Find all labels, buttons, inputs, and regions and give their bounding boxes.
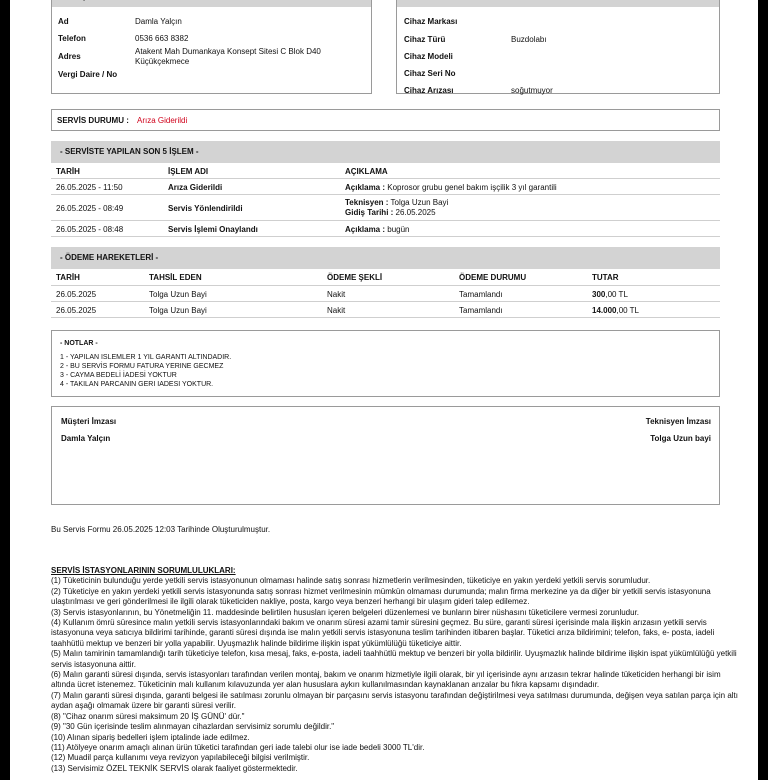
payment-row-date: 26.05.2025 <box>56 306 97 315</box>
operation-desc-value: 26.05.2025 <box>393 208 436 217</box>
payment-amount-rest: ,00 TL <box>605 290 628 299</box>
customer-address-value-line2: Küçükçekmece <box>135 57 190 66</box>
note-item: 2 - BU SERVİS FORMU FATURA YERINE GECMEZ <box>60 363 224 370</box>
device-model-label: Cihaz Modeli <box>404 52 453 61</box>
operation-row-date: 26.05.2025 - 08:48 <box>56 225 124 234</box>
operations-header-desc: AÇIKLAMA <box>345 167 388 176</box>
payment-row-method: Nakit <box>327 290 346 299</box>
divider <box>51 178 720 179</box>
operations-header-name: İŞLEM ADI <box>168 167 209 176</box>
customer-section-title <box>52 0 371 7</box>
responsibility-item: (8) "Cihaz onarım süresi maksimum 20 İŞ GÜNÜ' dür." <box>51 711 245 721</box>
operation-desc-value: Koprosor grubu genel bakım işçilik 3 yıl garantili <box>385 183 557 192</box>
divider <box>51 194 720 195</box>
payment-amount-main: 14.000 <box>592 306 617 315</box>
responsibility-item: (7) Malın garanti süresi dışında, garanti belgesi ile satılması zorunlu olmayan bir parçasını servis istasyonu tarafından değiştirilmesi veya satılması durumunda, değişen veya satılan parça için altı aydan aşağı olmamak üzere bir garanti süresi verilir. <box>51 690 738 711</box>
payment-amount-main: 300 <box>592 290 606 299</box>
payment-row-date: 26.05.2025 <box>56 290 97 299</box>
responsibility-item: (11) Atölyeye onarım amaçlı alınan ürün tüketici tarafından geri iade talebi olur ise iade bedeli 3000 TL'dir. <box>51 742 425 752</box>
payments-header-method: ÖDEME ŞEKLİ <box>327 273 383 282</box>
operation-desc-key: Teknisyen : <box>345 198 389 207</box>
payments-title: - ÖDEME HAREKETLERİ - <box>51 247 720 269</box>
form-created-text: Bu Servis Formu 26.05.2025 12:03 Tarihinde Oluşturulmuştur. <box>51 525 271 534</box>
responsibility-item: (5) Malın tamirinin tamamlandığı tarih tüketiciye telefon, kısa mesaj, faks, e-posta, iadeli taahhütlü mektup ve benzeri bir yolla bildirilir. Uyuşmazlık halinde bildirime ilişkin ispat yükümlülüğü yetkili servis istasyonuna aittir. <box>51 649 737 669</box>
operation-desc-key: Gidiş Tarihi : <box>345 208 394 217</box>
service-status-value: Arıza Giderildi <box>137 116 188 125</box>
customer-phone-label: Telefon <box>58 34 86 43</box>
device-serial-label: Cihaz Seri No <box>404 69 456 78</box>
payments-header-collector: TAHSİL EDEN <box>149 273 202 282</box>
responsibilities-section <box>51 566 743 774</box>
customer-tax-label: Vergi Daire / No <box>58 70 118 79</box>
operation-row-date: 26.05.2025 - 08:49 <box>56 204 124 213</box>
responsibility-item: (6) Malın garanti süresi dışında, servis istasyonları tarafından verilen montaj, bakım ve onarım hizmetiyle ilgili olarak, bir yıl içerisinde aynı arızasın tekrar halinde tüketiciden herhangi bir isim altında ücret istenemez. Tüketicinin malı kullanım kılavuzunda yer alan hususlara aykırı kullanılmasından kaynaklanan arızalar bu fıkra kapsamı dışındadır. <box>51 670 721 690</box>
responsibility-item: (2) Tüketiciye en yakın yerdeki yetkili servis istasyonunda satış sonrası hizmet verilmesinin mümkün olmaması durumunda; malın firma merkezine ya da diğer bir yetkili servis istasyonuna ulaştırılması ve geri gönderilmesi ile ilgili olarak tüketiciden nakliye, posta, kargo veya benzeri herhangi bir ulaşım gideri talep edilemez. <box>51 586 711 607</box>
customer-address-value: Atakent Mah Dumankaya Konsept Sitesi C Blok D40 <box>135 47 321 56</box>
divider <box>51 301 720 302</box>
technician-signature-name: Tolga Uzun bayi <box>650 434 711 443</box>
divider <box>51 220 720 221</box>
service-status-box <box>51 109 720 131</box>
responsibility-item: (13) Servisimiz ÖZEL TEKNİK SERVİS olarak faaliyet göstermektedir. <box>51 763 298 773</box>
payment-row-status: Tamamlandı <box>459 290 503 299</box>
device-fault-label: Cihaz Arızası <box>404 86 454 95</box>
operation-row-desc <box>345 225 410 234</box>
operation-desc-key: Açıklama : <box>345 225 386 234</box>
operation-row-name: Arıza Giderildi <box>168 183 223 192</box>
payment-row-amount <box>592 306 639 315</box>
operation-desc-value: Tolga Uzun Bayi <box>388 198 449 207</box>
device-type-value: Buzdolabı <box>511 35 547 44</box>
service-status-label: SERVİS DURUMU : <box>57 116 129 125</box>
notes-title: - NOTLAR - <box>60 340 98 347</box>
operation-desc-key: Açıklama : <box>345 183 386 192</box>
service-form-page <box>10 0 758 780</box>
responsibility-item: (12) Muadil parça kullanımı veya revizyon yapılabileceği bilgisi verilmiştir. <box>51 753 310 763</box>
operation-row-name: Servis İşlemi Onaylandı <box>168 225 258 234</box>
customer-name-label: Ad <box>58 17 69 26</box>
signature-box <box>51 406 720 505</box>
responsibility-item: (3) Servis istasyonlarının, bu Yönetmeliğin 11. maddesinde belirtilen hususları içeren belgeleri düzenlemesi ve bunların birer nüshasını tüketicilere vermesi zorunludur. <box>51 607 640 617</box>
operations-title: - SERVİSTE YAPILAN SON 5 İŞLEM - <box>51 141 720 163</box>
operation-row-desc <box>345 198 448 218</box>
customer-signature-label: Müşteri İmzası <box>61 417 117 426</box>
device-type-label: Cihaz Türü <box>404 35 446 44</box>
note-item: 1 - YAPILAN ISLEMLER 1 YIL GARANTI ALTINDADIR. <box>60 354 232 361</box>
technician-signature-label: Teknisyen İmzası <box>645 417 711 426</box>
operation-row-name: Servis Yönlendirildi <box>168 204 243 213</box>
divider <box>51 236 720 237</box>
customer-info-box <box>51 0 372 94</box>
device-brand-label: Cihaz Markası <box>404 17 458 26</box>
device-info-box <box>396 0 720 94</box>
payment-row-collector: Tolga Uzun Bayi <box>149 290 207 299</box>
payments-header-amount: TUTAR <box>592 273 619 282</box>
operation-row-date: 26.05.2025 - 11:50 <box>56 183 123 192</box>
device-fault-value: soğutmuyor <box>511 86 553 95</box>
payment-row-collector: Tolga Uzun Bayi <box>149 306 207 315</box>
operation-desc-value: bugün <box>385 225 410 234</box>
responsibility-item: (4) Kullanım ömrü süresince malın yetkili servis istasyonlarındaki bakım ve onarım süresi azami tamir süresini geçmez. Bu süre, garanti süresi içerisinde mala ilişkin arızasın yetkili servis istasyonuna veya satıcıya bildirimi tarihinde, garanti süresi dışında ise malın yetkili servis istasyonuna teslim tarihinden itibaren başlar. Tüketici arıza bildirimini; telefon, faks, e- posta, iadeli taahhütlü mektup ve benzeri bir yolla yapabilir. Uyuşmazlık halinde bildirime ilişkin ispat yükümlülüğü tüketiciye aittir. <box>51 618 715 648</box>
customer-phone-value: 0536 663 8382 <box>135 34 189 43</box>
payment-row-status: Tamamlandı <box>459 306 503 315</box>
customer-signature-name: Damla Yalçın <box>61 434 111 443</box>
notes-box <box>51 330 720 397</box>
responsibility-item: (10) Alınan sipariş bedelleri işlem iptalinde iade edilmez. <box>51 732 250 742</box>
divider <box>51 285 720 286</box>
device-section-title <box>397 0 719 7</box>
operations-header-date: TARİH <box>56 167 80 176</box>
customer-name-value: Damla Yalçın <box>135 17 182 26</box>
payment-row-amount <box>592 290 628 299</box>
customer-address-label: Adres <box>58 52 81 61</box>
divider <box>51 317 720 318</box>
responsibility-item: (1) Tüketicinin bulunduğu yerde yetkili servis istasyonunun olmaması halinde satış sonrası hizmetlerin verilmesinden, tüketiciye en yakın yerdeki yetkili servis sorumludur. <box>51 576 651 586</box>
responsibilities-title: SERVİS İSTASYONLARININ SORUMLULUKLARI: <box>51 566 236 575</box>
payment-amount-rest: ,00 TL <box>616 306 640 315</box>
responsibility-item: (9) "30 Gün içerisinde teslim alınmayan cihazlardan servisimiz sorumlu değildir." <box>51 722 335 732</box>
note-item: 4 - TAKILAN PARCANIN GERI IADESI YOKTUR. <box>60 381 214 388</box>
operation-row-desc <box>345 183 557 192</box>
payment-row-method: Nakit <box>327 306 346 315</box>
payments-header-status: ÖDEME DURUMU <box>459 273 527 282</box>
note-item: 3 - CAYMA BEDELİ İADESİ YOKTUR <box>60 372 177 379</box>
payments-header-date: TARİH <box>56 273 80 282</box>
